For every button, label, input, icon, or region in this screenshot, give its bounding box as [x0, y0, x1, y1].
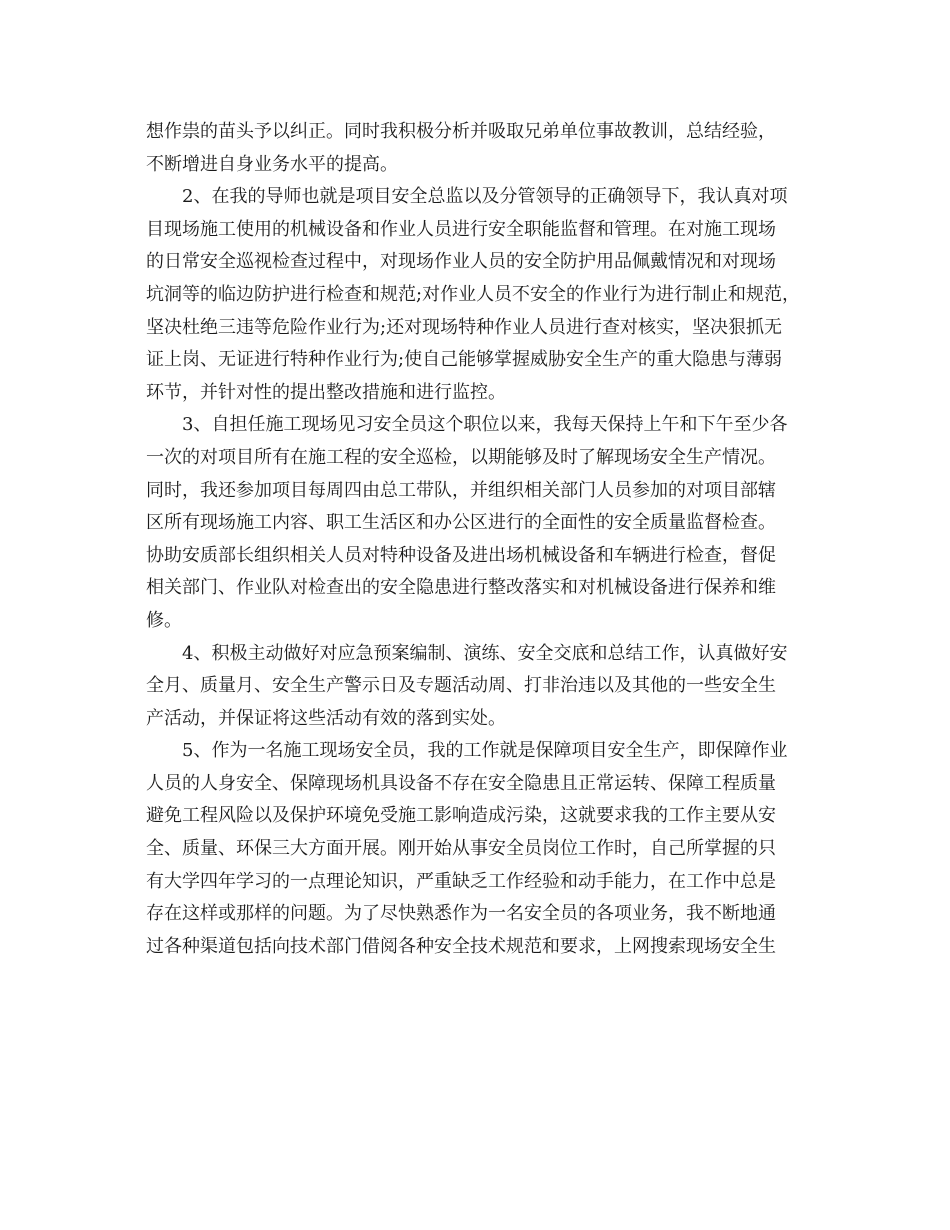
text-line: 2、在我的导师也就是项目安全总监以及分管领导的正确领导下，我认真对项 — [182, 186, 788, 208]
text-line: 5、作为一名施工现场安全员，我的工作就是保障项目安全生产，即保障作业 — [182, 740, 788, 762]
text-line: 环节，并针对性的提出整改措施和进行监控。 — [146, 381, 506, 403]
text-line: 一次的对项目所有在施工程的安全巡检，以期能够及时了解现场安全生产情况。 — [146, 446, 776, 468]
text-line: 坚决杜绝三违等危险作业行为;还对现场特种作业人员进行查对核实，坚决狠抓无 — [146, 316, 783, 338]
text-line: 全月、质量月、安全生产警示日及专题活动周、打非治违以及其他的一些安全生 — [146, 675, 776, 697]
text-line: 过各种渠道包括向技术部门借阅各种安全技术规范和要求，上网搜索现场安全生 — [146, 935, 776, 957]
text-line: 证上岗、无证进行特种作业行为;使自己能够掌握威胁安全生产的重大隐患与薄弱 — [146, 349, 783, 371]
text-line: 的日常安全巡视检查过程中，对现场作业人员的安全防护用品佩戴情况和对现场 — [146, 251, 776, 273]
text-line: 产活动，并保证将这些活动有效的落到实处。 — [146, 707, 506, 729]
text-line: 存在这样或那样的问题。为了尽快熟悉作为一名安全员的各项业务，我不断地通 — [146, 903, 776, 925]
text-line: 相关部门、作业队对检查出的安全隐患进行整改落实和对机械设备进行保养和维 — [146, 577, 776, 599]
text-line: 同时，我还参加项目每周四由总工带队，并组织相关部门人员参加的对项目部辖 — [146, 479, 776, 501]
text-line: 协助安质部长组织相关人员对特种设备及进出场机械设备和车辆进行检查，督促 — [146, 544, 776, 566]
text-line: 全、质量、环保三大方面开展。刚开始从事安全员岗位工作时，自己所掌握的只 — [146, 838, 776, 860]
text-line: 3、自担任施工现场见习安全员这个职位以来，我每天保持上午和下午至少各 — [182, 414, 788, 436]
text-line: 人员的人身安全、保障现场机具设备不存在安全隐患且正常运转、保障工程质量 — [146, 772, 776, 794]
text-line: 坑洞等的临边防护进行检查和规范;对作业人员不安全的作业行为进行制止和规范， — [146, 283, 801, 305]
text-line: 不断增进自身业务水平的提高。 — [146, 153, 398, 175]
text-line: 避免工程风险以及保护环境免受施工影响造成污染，这就要求我的工作主要从安 — [146, 805, 776, 827]
text-line: 有大学四年学习的一点理论知识，严重缺乏工作经验和动手能力，在工作中总是 — [146, 870, 776, 892]
text-line: 想作祟的苗头予以纠正。同时我积极分析并吸取兄弟单位事故教训，总结经验， — [146, 121, 776, 142]
text-line: 修。 — [146, 609, 182, 631]
text-line: 区所有现场施工内容、职工生活区和办公区进行的全面性的安全质量监督检查。 — [146, 512, 776, 534]
text-line: 目现场施工使用的机械设备和作业人员进行安全职能监督和管理。在对施工现场 — [146, 218, 776, 240]
document-body — [146, 116, 836, 963]
text-line: 4、积极主动做好对应急预案编制、演练、安全交底和总结工作，认真做好安 — [182, 642, 788, 664]
